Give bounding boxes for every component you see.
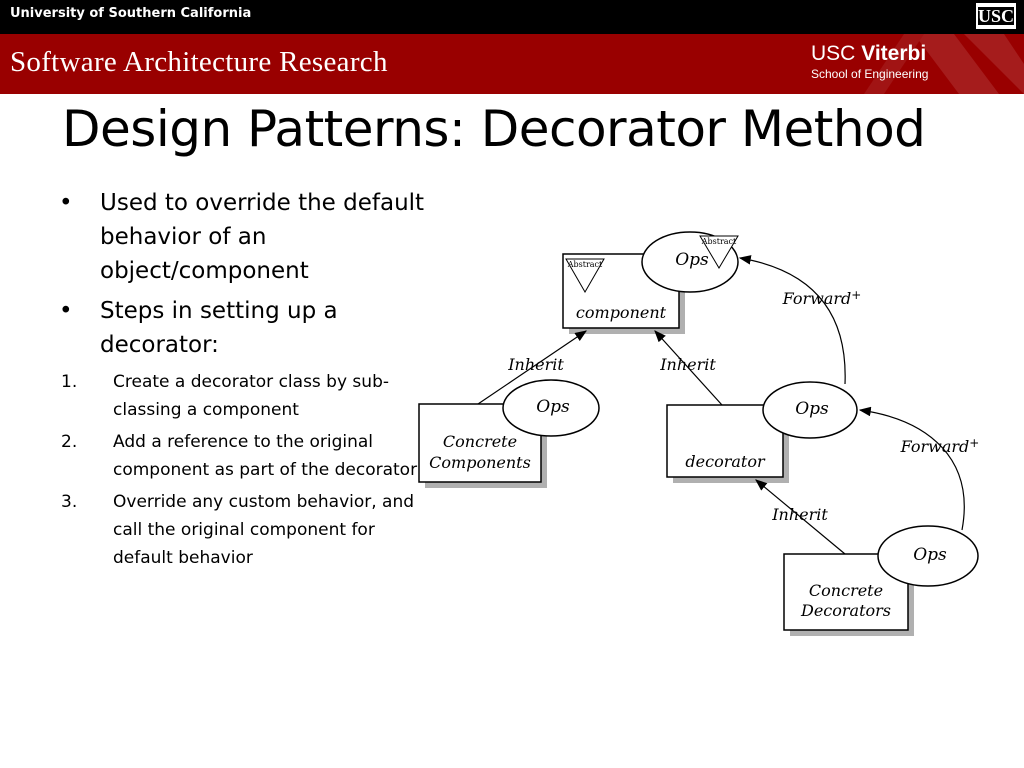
bullet-text: Steps in setting up a decorator: — [100, 298, 338, 358]
decorator-diagram — [412, 222, 1002, 642]
step-item — [55, 428, 435, 484]
forward-label-text: Forward — [900, 437, 970, 456]
forward-label-sup: + — [969, 436, 980, 450]
component-node — [563, 232, 738, 328]
concrete-components-node — [419, 380, 599, 482]
step-text: Create a decorator class by sub-classing a component — [113, 372, 389, 420]
abstract-label-ops: Abstract — [701, 237, 737, 246]
research-group-name: Software Architecture Research — [10, 46, 388, 78]
bullet-marker: • — [59, 298, 73, 324]
red-banner — [0, 34, 1024, 94]
component-label: component — [575, 303, 667, 322]
viterbi-logo-school: School of Engineering — [811, 67, 929, 81]
usc-logo: USC — [976, 3, 1016, 29]
forward-arrow-decorator — [740, 258, 845, 384]
forward-label-decorator — [782, 288, 862, 308]
forward-label-sup: + — [851, 288, 862, 302]
viterbi-logo — [811, 42, 928, 81]
concrete-components-label-2: Components — [429, 453, 531, 472]
concrete-decorators-ops-label: Ops — [913, 545, 947, 565]
component-ops-label: Ops — [675, 250, 709, 270]
bullet-list — [55, 186, 435, 576]
viterbi-logo-usc: USC — [811, 42, 856, 65]
decorator-node — [667, 382, 857, 477]
forward-arrow-concrete-decorators — [860, 410, 964, 530]
concrete-components-label-1: Concrete — [442, 432, 518, 451]
decorator-label: decorator — [685, 452, 765, 471]
forward-label-concrete-decorators — [900, 436, 980, 456]
inherit-label-concrete-decorators: Inherit — [772, 505, 828, 524]
inherit-label-components: Inherit — [508, 355, 564, 374]
bullet-item — [55, 294, 435, 362]
slide-title: Design Patterns: Decorator Method — [62, 100, 926, 158]
step-item — [55, 368, 435, 424]
bullet-text: Used to override the default behavior of an object/component — [100, 190, 425, 284]
step-item — [55, 488, 435, 572]
forward-label-text: Forward — [782, 289, 852, 308]
decorator-ops-label: Ops — [795, 399, 829, 419]
step-number: 1. — [61, 372, 78, 392]
concrete-decorators-node — [784, 526, 978, 630]
step-number: 2. — [61, 432, 78, 452]
concrete-components-ops-label: Ops — [536, 397, 570, 417]
top-bar — [0, 0, 1024, 34]
step-text: Add a reference to the original component as part of the decorator — [113, 432, 418, 480]
step-text: Override any custom behavior, and call the original component for default behavior — [113, 492, 415, 568]
concrete-decorators-label-2: Decorators — [801, 601, 891, 620]
abstract-label: Abstract — [567, 260, 603, 269]
university-name: University of Southern California — [10, 6, 252, 21]
concrete-decorators-label-1: Concrete — [808, 581, 884, 600]
inherit-label-decorator: Inherit — [660, 355, 716, 374]
step-number: 3. — [61, 492, 78, 512]
bullet-marker: • — [59, 190, 73, 216]
viterbi-logo-viterbi: Viterbi — [861, 42, 927, 65]
bullet-item — [55, 186, 435, 288]
